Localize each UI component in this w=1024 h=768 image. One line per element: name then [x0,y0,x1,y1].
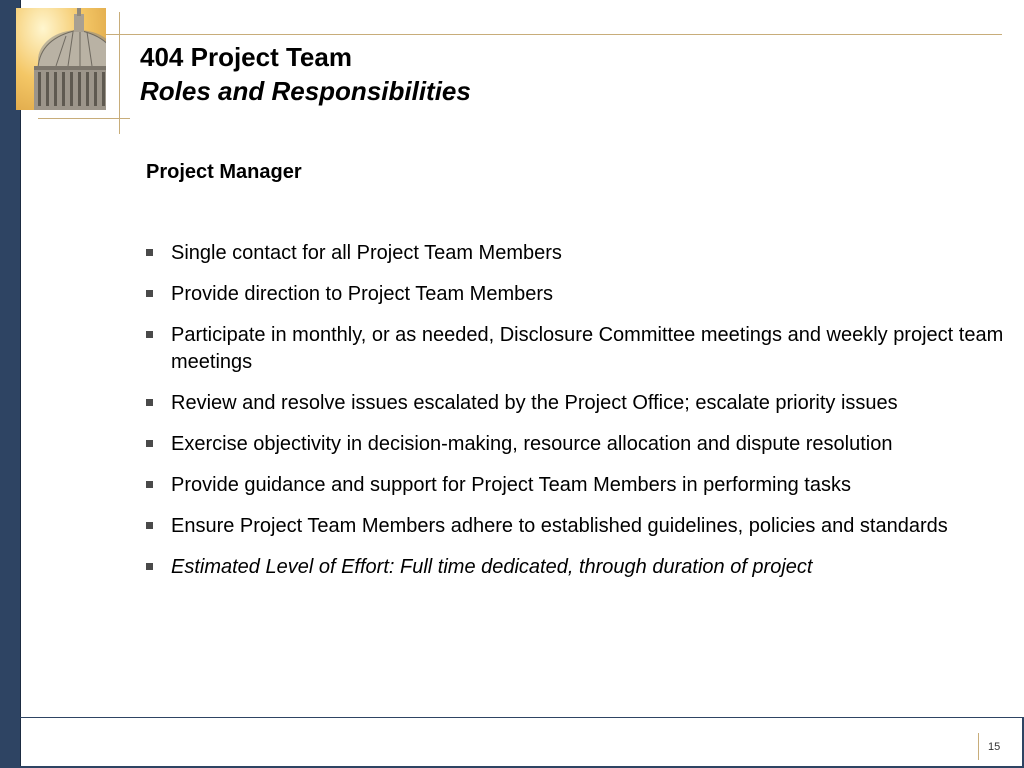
footer-rule [20,717,1024,718]
bullet-item [146,431,1006,458]
square-bullet-icon [146,563,153,570]
bullet-item [146,472,1006,499]
square-bullet-icon [146,290,153,297]
square-bullet-icon [146,331,153,338]
bullet-item [146,322,1006,376]
bullet-item [146,281,1006,308]
section-heading: Project Manager [146,161,302,183]
bullet-text: Exercise objectivity in decision-making, resource allocation and dispute resolution [171,433,893,455]
square-bullet-icon [146,249,153,256]
top-accent-rule [106,34,1002,35]
bullet-item [146,390,1006,417]
bullet-text: Provide guidance and support for Project Team Members in performing tasks [171,474,851,496]
bullet-text: Ensure Project Team Members adhere to established guidelines, policies and standards [171,515,948,537]
left-sidebar-bar [0,0,21,768]
bullet-item [146,513,1006,540]
page-number-divider [978,733,979,760]
square-bullet-icon [146,440,153,447]
square-bullet-icon [146,399,153,406]
vertical-accent-rule [119,12,120,134]
bullet-text: Review and resolve issues escalated by the Project Office; escalate priority issues [171,392,898,414]
bullet-text: Provide direction to Project Team Members [171,283,554,305]
logo-accent-rule [38,118,130,119]
page-number: 15 [988,741,1001,753]
capitol-dome-icon [16,8,106,110]
slide-title-line1: 404 Project Team [140,42,352,72]
bullet-item [146,554,1006,581]
bullet-item [146,240,1006,267]
square-bullet-icon [146,522,153,529]
slide-title [140,40,471,108]
square-bullet-icon [146,481,153,488]
bullet-text: Participate in monthly, or as needed, Disclosure Committee meetings and weekly project team meetings [171,324,1004,373]
bullet-text: Estimated Level of Effort: Full time dedicated, through duration of project [171,556,813,578]
bullet-text: Single contact for all Project Team Members [171,242,562,264]
slide-title-line2: Roles and Responsibilities [140,76,471,106]
bullet-list [146,240,1006,595]
